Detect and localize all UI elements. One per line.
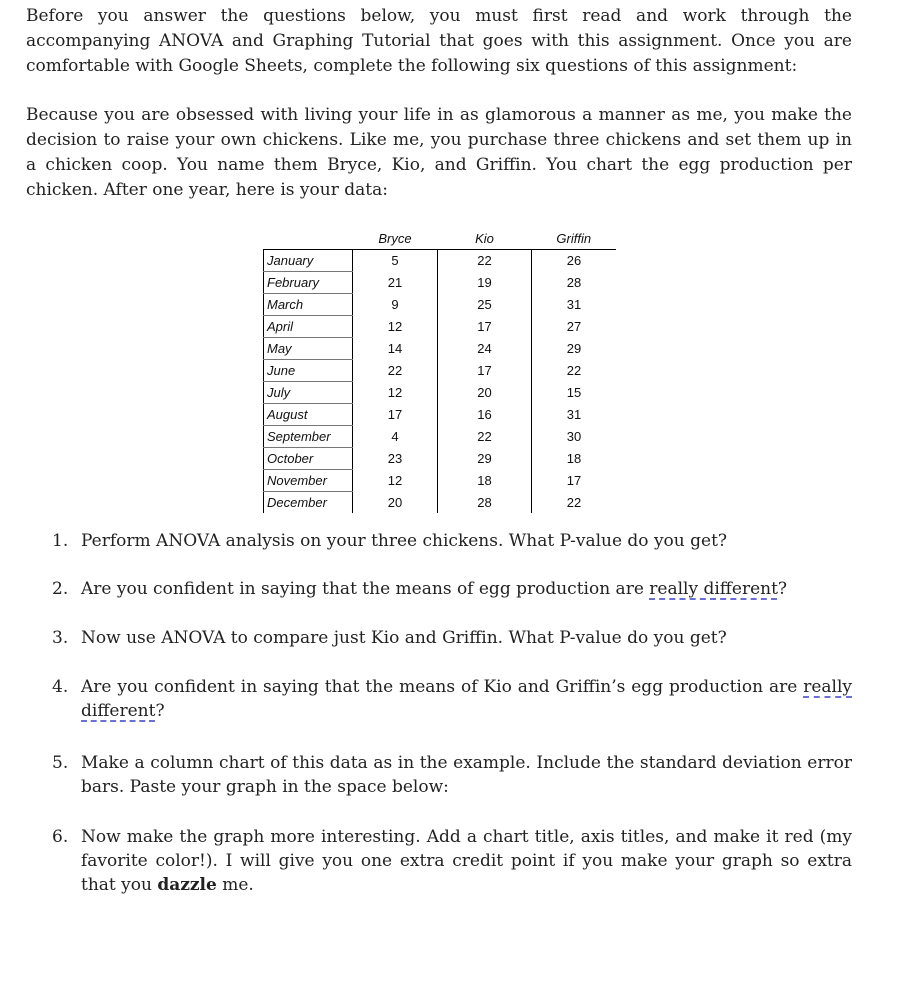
table-row [264, 426, 617, 448]
month-cell: August [264, 404, 353, 426]
value-cell: 21 [353, 272, 438, 294]
question-text: Now use ANOVA to compare just Kio and Griffin. What P-value do you get? [81, 628, 727, 648]
bold-word: dazzle [157, 875, 217, 895]
question-6 [52, 825, 852, 897]
question-number: 6. [52, 827, 69, 847]
question-text: Make a column chart of this data as in the example. Include the standard deviation error bars. Paste your graph in the space below: [81, 753, 852, 797]
value-cell: 27 [566, 319, 582, 334]
table-row [264, 448, 617, 470]
question-text: Are you confident in saying that the means of Kio and Griffin’s egg production are really different? [81, 677, 852, 721]
month-cell: September [264, 426, 353, 448]
question-4 [52, 675, 852, 723]
value-cell: 12 [353, 470, 438, 492]
value-cell: 18 [438, 470, 532, 492]
question-text: Perform ANOVA analysis on your three chickens. What P-value do you get? [81, 531, 728, 551]
question-number: 3. [52, 628, 69, 648]
value-cell: 20 [438, 382, 532, 404]
header-blank-cell [264, 228, 353, 250]
value-cell: 5 [353, 250, 438, 272]
value-cell: 22 [566, 494, 582, 510]
value-cell: 12 [353, 316, 438, 338]
month-cell: January [264, 250, 353, 272]
value-cell: 16 [438, 404, 532, 426]
table-row [264, 470, 617, 492]
value-cell: 25 [438, 294, 532, 316]
value-cell: 31 [566, 407, 582, 422]
value-cell: 26 [566, 253, 582, 269]
table-row [264, 316, 617, 338]
value-cell: 18 [566, 451, 582, 466]
value-cell: 29 [566, 341, 582, 356]
value-cell: 31 [566, 297, 582, 312]
month-cell: December [264, 492, 353, 514]
value-cell: 22 [438, 250, 532, 272]
month-cell: March [264, 294, 353, 316]
table-header-row [264, 228, 617, 250]
value-cell: 17 [566, 473, 582, 488]
table-row [264, 294, 617, 316]
intro-paragraph: Before you answer the questions below, you must first read and work through the accompanying ANOVA and Graphing Tutorial that goes with this assignment. Once you are comfortable with Google Sheets, complete the following six questions of this assignment: [26, 6, 852, 76]
value-cell: 22 [353, 360, 438, 382]
month-cell: November [264, 470, 353, 492]
value-cell: 17 [438, 360, 532, 382]
value-cell: 22 [438, 426, 532, 448]
month-cell: April [264, 316, 353, 338]
question-number: 5. [52, 753, 69, 773]
question-1 [52, 529, 852, 553]
table-row [264, 404, 617, 426]
month-cell: June [264, 360, 353, 382]
underlined-phrase: really different [649, 579, 778, 599]
table-row [264, 492, 617, 514]
question-5 [52, 751, 852, 799]
value-cell: 15 [566, 385, 582, 400]
header-bryce: Bryce [353, 228, 438, 250]
value-cell: 23 [353, 448, 438, 470]
value-cell: 22 [566, 363, 582, 378]
month-cell: February [264, 272, 353, 294]
value-cell: 20 [353, 492, 438, 514]
value-cell: 9 [353, 294, 438, 316]
table-row [264, 382, 617, 404]
value-cell: 19 [438, 272, 532, 294]
value-cell: 28 [566, 275, 582, 290]
value-cell: 17 [438, 316, 532, 338]
value-cell: 12 [353, 382, 438, 404]
question-number: 2. [52, 579, 69, 599]
story-paragraph: Because you are obsessed with living your life in as glamorous a manner as me, you make the decision to raise your own chickens. Like me, you purchase three chickens and set them up in a chicken coop. You name them Bryce, Kio, and Griffin. You chart the egg production per chicken. After one year, here is your data: [26, 105, 852, 200]
egg-data-table [263, 228, 616, 513]
question-number: 4. [52, 677, 69, 697]
month-cell: July [264, 382, 353, 404]
header-griffin: Griffin [532, 228, 617, 250]
question-text: Now make the graph more interesting. Add a chart title, axis titles, and make it red (my favorite color!). I will give you one extra credit point if you make your graph so extra that you dazzle me. [81, 827, 852, 895]
header-kio: Kio [438, 228, 532, 250]
value-cell: 17 [353, 404, 438, 426]
question-3 [52, 626, 852, 650]
underlined-phrase: really different [81, 677, 852, 721]
table-row [264, 272, 617, 294]
value-cell: 28 [438, 492, 532, 514]
table-row [264, 338, 617, 360]
question-number: 1. [52, 531, 69, 551]
value-cell: 29 [438, 448, 532, 470]
value-cell: 24 [438, 338, 532, 360]
month-cell: May [264, 338, 353, 360]
value-cell: 4 [353, 426, 438, 448]
table-row [264, 250, 617, 272]
month-cell: October [264, 448, 353, 470]
question-text: Are you confident in saying that the means of egg production are really different? [81, 579, 788, 599]
table-row [264, 360, 617, 382]
value-cell: 14 [353, 338, 438, 360]
value-cell: 30 [566, 429, 582, 444]
question-2 [52, 577, 852, 601]
